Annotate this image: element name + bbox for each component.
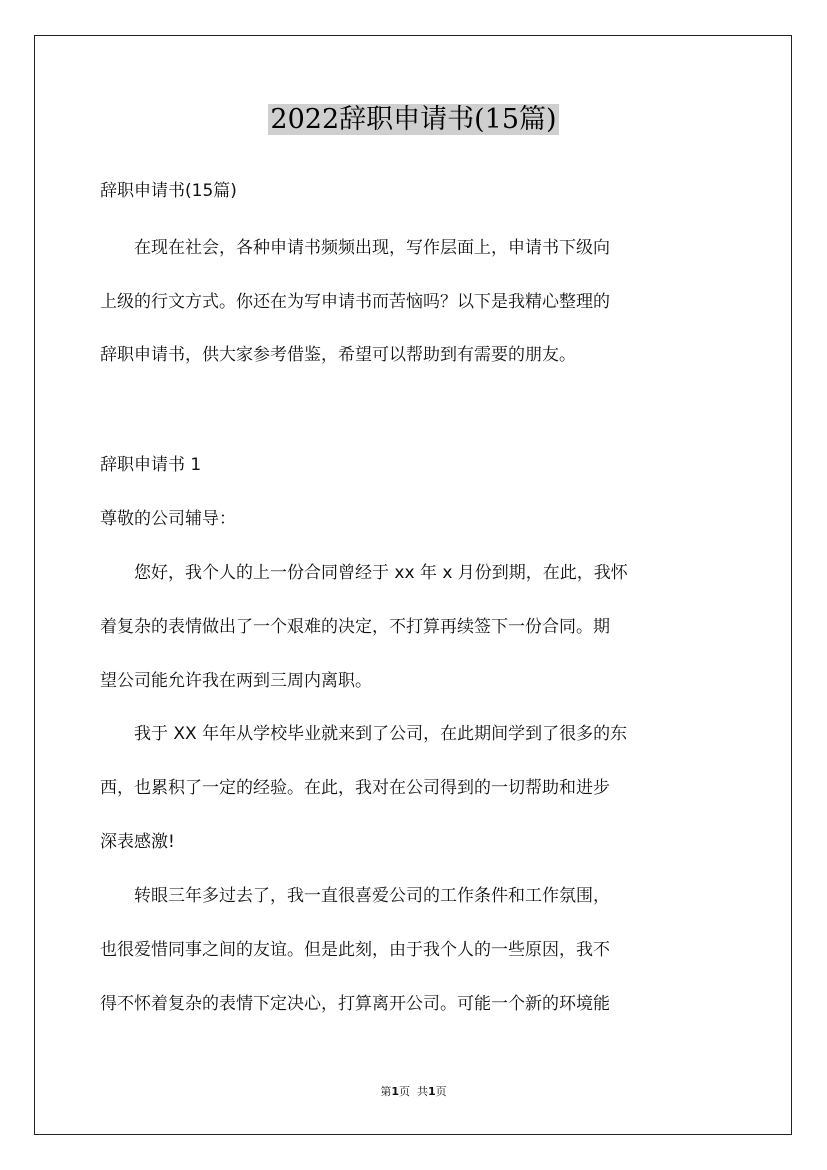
body-line: 也很爱惜同事之间的友谊。但是此刻，由于我个人的一些原因，我不 xyxy=(100,940,610,960)
intro-line: 在现在社会，各种申请书频频出现，写作层面上，申请书下级向 xyxy=(100,238,610,258)
footer-total-number: 1 xyxy=(428,1085,436,1098)
footer-page-number: 1 xyxy=(391,1085,399,1098)
footer-total-suffix: 页 xyxy=(435,1085,447,1098)
section-heading: 辞职申请书 1 xyxy=(100,455,202,475)
body-line: 着复杂的表情做出了一个艰难的决定，不打算再续签下一份合同。期 xyxy=(100,617,610,637)
document-title xyxy=(0,100,827,140)
body-line: 得不怀着复杂的表情下定决心，打算离开公司。可能一个新的环境能 xyxy=(100,994,610,1014)
footer-total-prefix: 共 xyxy=(417,1085,428,1098)
page-footer xyxy=(0,1083,827,1099)
footer-page-prefix: 第 xyxy=(380,1085,392,1098)
body-line: 转眼三年多过去了，我一直很喜爱公司的工作条件和工作氛围， xyxy=(100,886,610,906)
subtitle: 辞职申请书(15篇) xyxy=(100,181,237,201)
intro-line: 上级的行文方式。你还在为写申请书而苦恼吗？以下是我精心整理的 xyxy=(100,292,610,312)
footer-page-suffix: 页 xyxy=(399,1085,410,1098)
body-line: 您好，我个人的上一份合同曾经于 xx 年 x 月份到期，在此，我怀 xyxy=(100,563,628,583)
body-line: 西，也累积了一定的经验。在此，我对在公司得到的一切帮助和进步 xyxy=(100,778,610,798)
salutation: 尊敬的公司辅导： xyxy=(100,509,236,529)
body-line: 深表感激! xyxy=(100,832,175,852)
body-line: 我于 XX 年年从学校毕业就来到了公司，在此期间学到了很多的东 xyxy=(100,724,628,744)
intro-line: 辞职申请书，供大家参考借鉴，希望可以帮助到有需要的朋友。 xyxy=(100,345,576,365)
body-line: 望公司能允许我在两到三周内离职。 xyxy=(100,671,372,691)
document-title-text: 2022辞职申请书(15篇) xyxy=(270,104,557,135)
